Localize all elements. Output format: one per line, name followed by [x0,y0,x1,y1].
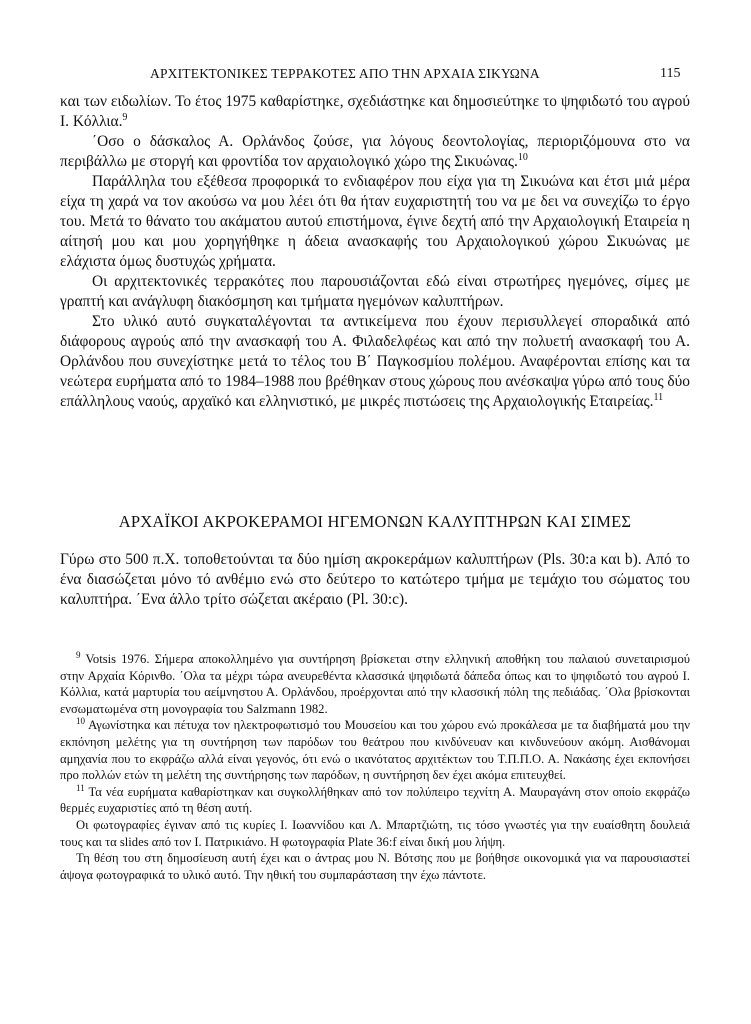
footnote-11-text: Τα νέα ευρήματα καθαρίστηκαν και συγκολλήθηκαν από τον πολύπειρο τεχνίτη Α. Μαυραγάνη στον οποίο εκφράζω θερμές ευχαριστίες από τη θέση αυτή. [60,784,690,816]
footnote-11-continuation-2: Τη θέση του στη δημοσίευση αυτή έχει και ο άντρας μου Ν. Βότσης που με βοήθησε οικονομικά για να παρουσιαστεί άψογα φωτογραφικά το υλικό αυτό. Την ηθική του συμπαράσταση την έχω πάντοτε. [60,851,690,882]
footnote-ref-11[interactable]: 11 [653,392,664,403]
footnote-11-mark: 11 [76,782,85,793]
footnotes [60,651,690,883]
footnote-11-continuation-1: Οι φωτογραφίες έγιναν από τις κυρίες Ι. Ιωαννίδου και Λ. Μπαρτζιώτη, τις τόσο γνωστές για την ευαίσθητη δουλειά τους και τα slides από τον Ι. Πατρικιάνο. Η φωτογραφία Plate 36:f είναι δική μου λήψη. [60,817,690,849]
paragraph-2-text: ΄Οσο ο δάσκαλος Α. Ορλάνδος ζούσε, για λόγους δεοντολογίας, περιοριζόμουνα στο να περιβάλλω με στοργή και φροντίδα τον αρχαιολογικό χώρο της Σικυώνας. [60,133,690,170]
running-title: ΑΡΧΙΤΕΚΤΟΝΙΚΕΣ ΤΕΡΡΑΚΟΤΕΣ ΑΠΟ ΤΗΝ ΑΡΧΑΙΑ ΣΙΚΥΩΝΑ [150,66,540,81]
footnote-10-mark: 10 [76,716,85,727]
footnote-ref-10[interactable]: 10 [517,152,528,163]
section-text [60,550,690,610]
footnote-ref-9[interactable]: 9 [122,112,128,123]
paragraph-2 [60,132,690,172]
section-paragraph: Γύρω στο 500 π.Χ. τοποθετούνται τα δύο ημίση ακροκεράμων καλυπτήρων (Pls. 30:a και b). Από το ένα διασώζεται μόνο τό ανθέμιο ενώ στο δεύτερο το κατώτερο τμήμα με τεμάχιο του σώματος του καλυπτήρα. ΄Ενα άλλο τρίτο σώζεται ακέραιο (Pl. 30:c). [60,551,690,608]
paragraph-1 [60,92,690,132]
paragraph-4: Οι αρχιτεκτονικές τερρακότες που παρουσιάζονται εδώ είναι στρωτήρες ηγεμόνες, σίμες με γραπτή και ανάγλυφη διακόσμηση και τμήματα ηγεμόνων καλυπτήρων. [60,273,690,310]
footnote-9-text: Votsis 1976. Σήμερα αποκολλημένο για συντήρηση βρίσκεται στην ελληνική αποθήκη του παλαιού συνεταιρισμού στην Αρχαία Κόρινθο. ΄Ολα τα μέχρι τώρα ανευρεθέντα κλασσικά ψηφιδωτά δάπεδα όπως και το ψηφιδωτό του αγρού Ι. Κόλλια, κατά μαρτυρία του αείμνηστου Α. Ορλάνδου, προέρχονται από την κλασσική πόλη της πεδιάδας. ΄Ολα βρίσκονται ενσωματωμένα στη μονογραφία του Salzmann 1982. [60,652,690,716]
paragraph-5 [60,312,690,412]
paragraph-5-text: Στο υλικό αυτό συγκαταλέγονται τα αντικείμενα που έχουν περισυλλεγεί σποραδικά από διάφορους αγρούς από την ανασκαφή του Α. Φιλαδελφέως και από την πολυετή ανασκαφή του Α. Ορλάνδου που συνεχίστηκε μετά το τέλος του Β΄ Παγκοσμίου πολέμου. Αναφέρονται επίσης και τα νεώτερα ευρήματα από το 1984–1988 που βρέθηκαν στους χώρους που ανέσκαψα γύρω από τους δύο επάλληλους ναούς, αρχαϊκό και ελληνιστικό, με μικρές πιστώσεις της Αρχαιολογικής Εταιρείας. [60,313,690,410]
footnote-9-mark: 9 [76,650,81,660]
body-text [60,92,690,412]
page-number: 115 [660,66,681,81]
footnote-9 [60,651,690,717]
footnote-10-text: Αγωνίστηκα και πέτυχα τον ηλεκτροφωτισμό του Μουσείου και του χώρου ενώ προκάλεσα με τα διαβήματά μου την εκπόνηση μελέτης για τη συντήρηση των παρόδων του θεάτρου που κινδύνευαν και κινδυνεύουν ακόμη. Αισθάνομαι αμηχανία που το εκφράζω αλλά είναι γεγονός, ότι ενώ ο ικανότατος αρχιτέκτων του Τ.Π.Π.Ο. Α. Νακάσης έχει εκπονήσει προ πολλών ετών τη μελέτη της συντήρησης των παρόδων, η συντήρηση δεν έχει ακόμα επιτευχθεί. [60,718,690,783]
footnote-11 [60,784,690,817]
paragraph-1-text: και των ειδωλίων. Το έτος 1975 καθαρίστηκε, σχεδιάστηκε και δημοσιεύτηκε το ψηφιδωτό του αγρού Ι. Κόλλια. [60,93,690,130]
paragraph-3: Παράλληλα του εξέθεσα προφορικά το ενδιαφέρον που είχα για τη Σικυώνα και έτσι μιά μέρα είχα τη χαρά να τον ακούσω να μου λέει ότι θα ήταν ευχαριστητή του να με δει να συνεχίζω το έργο του. Μετά το θάνατο του ακάματου αυτού επιστήμονα, έγινε δεχτή από την Αρχαιολογική Εταιρεία η αίτησή μου και μου χορηγήθηκε η άδεια ανασκαφής του Αρχαιολογικού χώρου Σικυώνας με ελάχιστα όμως δυστυχώς χρήματα. [60,173,690,270]
footnote-10 [60,717,690,783]
section-heading: ΑΡΧΑΪΚΟΙ ΑΚΡΟΚΕΡΑΜΟΙ ΗΓΕΜΟΝΩΝ ΚΑΛΥΠΤΗΡΩΝ ΚΑΙ ΣΙΜΕΣ [118,512,632,531]
